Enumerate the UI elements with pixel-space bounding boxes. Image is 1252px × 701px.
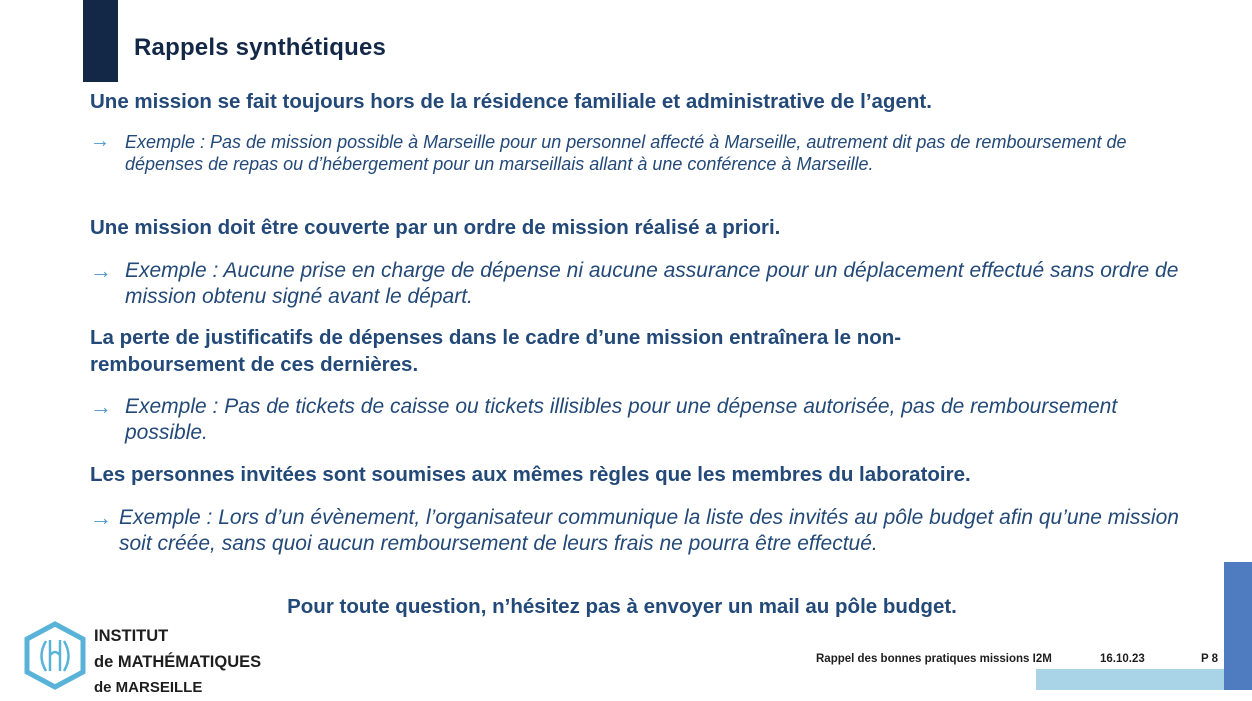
footer-date: 16.10.23 bbox=[1100, 653, 1145, 665]
rule-heading-1: Une mission se fait toujours hors de la résidence familiale et administrative de l’agent. bbox=[90, 90, 932, 113]
rule-heading-2: Une mission doit être couverte par un ordre de mission réalisé a priori. bbox=[90, 216, 781, 239]
institute-name-line-3: de MARSEILLE bbox=[94, 679, 203, 696]
rule-heading-3-line-2: remboursement de ces dernières. bbox=[90, 353, 419, 376]
decorative-accent-bar-bottom bbox=[1036, 669, 1224, 690]
decorative-accent-bar-right bbox=[1224, 562, 1252, 690]
rule-example-1-text: Exemple : Pas de mission possible à Marseille pour un personnel affecté à Marseille, autrement dit pas de remboursement de dépenses de repas ou d’hébergement pour un marseillais allant à une conférence à Marseille. bbox=[125, 132, 1127, 174]
arrow-right-icon: → bbox=[90, 394, 112, 419]
arrow-right-icon: → bbox=[90, 505, 112, 530]
rule-example-2-text: Exemple : Aucune prise en charge de dépense ni aucune assurance pour un déplacement effectué sans ordre de mission obtenu signé avant le départ. bbox=[125, 259, 1179, 308]
rule-example-1 bbox=[90, 131, 1192, 175]
arrow-right-icon: → bbox=[90, 258, 112, 283]
title-accent-bar bbox=[83, 0, 118, 82]
institute-name-line-2: de MATHÉMATIQUES bbox=[94, 653, 262, 671]
i2m-hexagon-logo-icon bbox=[23, 621, 87, 690]
arrow-right-icon: → bbox=[90, 130, 110, 152]
rule-example-3-text: Exemple : Pas de tickets de caisse ou tickets illisibles pour une dépense autorisée, pas de remboursement possible. bbox=[125, 395, 1118, 444]
footer-document-title: Rappel des bonnes pratiques missions I2M bbox=[816, 653, 1052, 665]
rule-example-3 bbox=[90, 394, 1192, 446]
rule-example-4 bbox=[90, 505, 1192, 557]
institute-name-line-1: INSTITUT bbox=[94, 627, 169, 645]
page-title: Rappels synthétiques bbox=[134, 34, 387, 61]
rule-example-4-text: Exemple : Lors d’un évènement, l’organisateur communique la liste des invités au pôle budget afin qu’une mission soit créée, sans quoi aucun remboursement de leurs frais ne pourra être effectué. bbox=[119, 506, 1179, 555]
rule-heading-3-line-1: La perte de justificatifs de dépenses dans le cadre d’une mission entraînera le non- bbox=[90, 326, 902, 349]
footer-page-number: P 8 bbox=[1201, 653, 1219, 665]
institute-name bbox=[94, 623, 261, 701]
rule-example-2 bbox=[90, 258, 1192, 310]
rule-heading-4: Les personnes invitées sont soumises aux mêmes règles que les membres du laboratoire. bbox=[90, 463, 971, 486]
contact-note: Pour toute question, n’hésitez pas à envoyer un mail au pôle budget. bbox=[287, 595, 957, 618]
